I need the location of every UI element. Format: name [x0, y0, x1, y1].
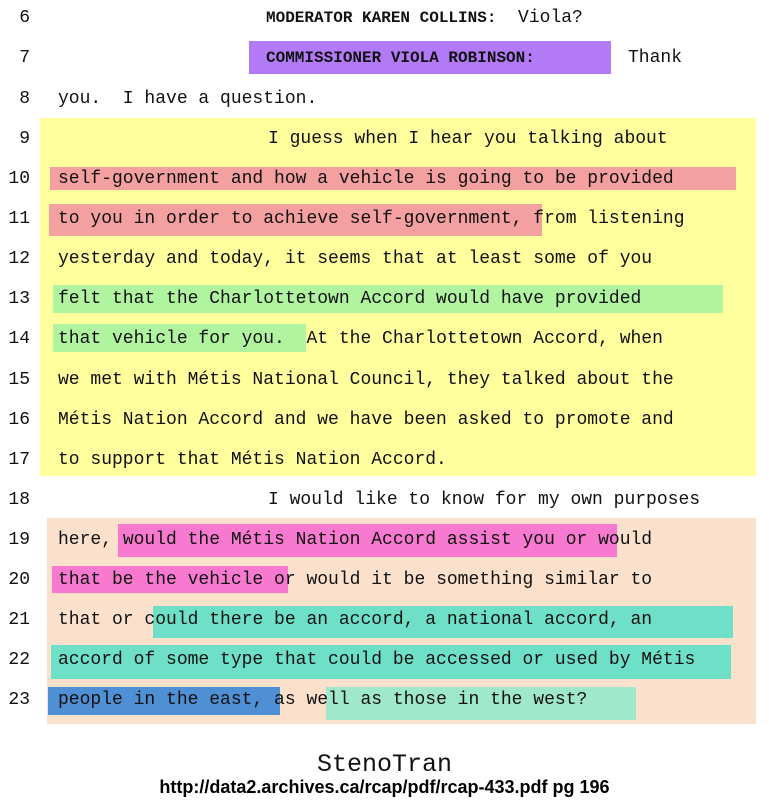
- line-text: At the Charlottetown Accord, when: [284, 329, 663, 349]
- line-text: or would it be something similar to: [263, 570, 653, 590]
- transcript-line: [58, 530, 652, 550]
- line-number: 13: [8, 289, 30, 309]
- transcript-line: [266, 8, 583, 28]
- line-number: 11: [8, 209, 30, 229]
- line-text: I guess when I hear you talking about: [268, 129, 668, 149]
- line-text: or would: [554, 530, 653, 550]
- transcript-line: [58, 329, 663, 349]
- line-text: that or: [58, 610, 145, 630]
- line-number: 9: [19, 129, 30, 149]
- line-text: I would like to know for my own purposes: [268, 490, 701, 510]
- transcript-line: [266, 48, 535, 68]
- line-number: 17: [8, 450, 30, 470]
- transcript-line: [58, 610, 652, 630]
- transcript-line: [58, 209, 685, 229]
- line-text: ?: [576, 690, 588, 710]
- line-number: 20: [8, 570, 30, 590]
- line-text: accord of some type that could be accessed or used by Métis: [58, 650, 696, 670]
- line-text-highlighted: that be the vehicle: [58, 570, 264, 590]
- line-text: here,: [58, 530, 123, 550]
- line-number: 14: [8, 329, 30, 349]
- transcript-line: [58, 690, 587, 710]
- line-text: self-government and how a vehicle is going to be provided: [58, 169, 674, 189]
- line-text: we met with Métis National Council, they talked about the: [58, 370, 674, 390]
- line-number: 19: [8, 530, 30, 550]
- line-number: 7: [19, 48, 30, 68]
- line-text: , from listening: [511, 209, 685, 229]
- line-text-highlighted: to you in order to achieve self-government: [58, 209, 512, 229]
- line-text-highlighted: could there be an accord, a national accord, an: [144, 610, 653, 630]
- line-text: you. I have a question.: [58, 89, 318, 109]
- line-number: 18: [8, 490, 30, 510]
- stenotran-brand: StenoTran: [316, 750, 453, 779]
- line-number: 23: [8, 690, 30, 710]
- source-url: http://data2.archives.ca/rcap/pdf/rcap-433.pdf pg 196: [159, 777, 610, 797]
- transcript-line: [58, 570, 652, 590]
- speaker-name: COMMISSIONER VIOLA ROBINSON:: [266, 49, 535, 67]
- line-text-highlighted: well as those in the west: [306, 690, 577, 710]
- speaker-name: MODERATOR KAREN COLLINS:: [266, 9, 497, 27]
- line-number: 8: [19, 89, 30, 109]
- line-number: 12: [8, 249, 30, 269]
- line-text: Thank: [628, 48, 683, 68]
- line-number: 6: [19, 8, 30, 28]
- line-text: Viola?: [496, 8, 583, 28]
- line-number: 15: [8, 370, 30, 390]
- line-text: felt that the Charlottetown Accord would have provided: [58, 289, 642, 309]
- line-text: to support that Métis Nation Accord.: [58, 450, 447, 470]
- line-number: 16: [8, 410, 30, 430]
- line-text-highlighted: that vehicle for you.: [58, 329, 285, 349]
- line-number: 22: [8, 650, 30, 670]
- line-text: , as: [252, 690, 307, 710]
- line-number: 21: [8, 610, 30, 630]
- line-text-highlighted: would the Métis Nation Accord assist you: [122, 530, 555, 550]
- line-number: 10: [8, 169, 30, 189]
- line-text-highlighted: people in the east: [58, 690, 253, 710]
- line-text: yesterday and today, it seems that at least some of you: [58, 249, 653, 269]
- line-text: Métis Nation Accord and we have been asked to promote and: [58, 410, 674, 430]
